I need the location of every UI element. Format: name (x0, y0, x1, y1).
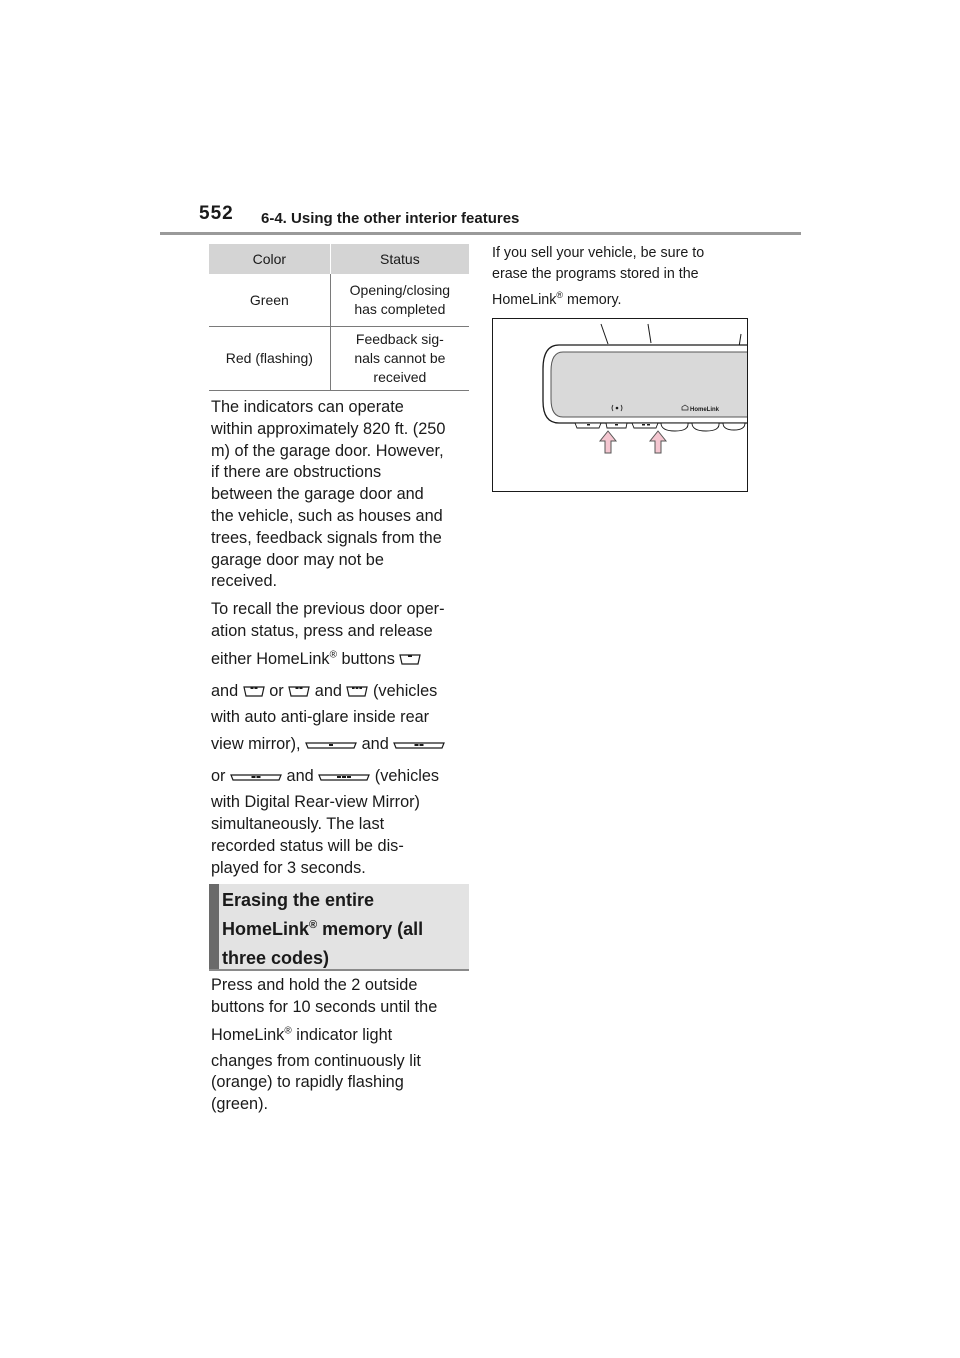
text-fragment: buttons (336, 649, 395, 668)
text-line: m) of the garage door. However, (211, 441, 444, 460)
table-cell-color: Red (flashing) (209, 327, 330, 391)
registered-mark: ® (309, 919, 318, 931)
text-line: garage door may not be (211, 550, 384, 569)
button-1-icon (399, 653, 421, 665)
text-line: buttons for 10 seconds until the (211, 997, 438, 1016)
text-fragment: and (361, 735, 389, 754)
text-fragment: memory. (563, 292, 622, 308)
registered-mark: ® (284, 1025, 292, 1037)
paragraph-range (211, 397, 473, 593)
paragraph-recall (211, 599, 473, 880)
button-3-icon (346, 685, 368, 697)
table-cell-color: Green (209, 274, 330, 327)
table-header-row (209, 244, 469, 274)
text-line (211, 728, 473, 760)
mirror-button-2-icon (393, 741, 445, 750)
status-line: Feedback sig- (355, 331, 444, 347)
text-fragment: either HomeLink (211, 649, 330, 668)
status-table (209, 244, 469, 391)
button-2-icon (243, 685, 265, 697)
text-fragment: memory (all (317, 919, 424, 939)
page-number: 552 (199, 203, 234, 224)
text-fragment: (vehicles (374, 767, 440, 786)
text-line (211, 1019, 473, 1051)
text-line: (orange) to rapidly flashing (211, 1073, 404, 1092)
mirror-button-6 (723, 423, 745, 430)
table-cell-status (330, 274, 469, 327)
header-rule (160, 232, 801, 235)
text-line: changes from continuously lit (211, 1051, 421, 1070)
text-line (492, 285, 752, 315)
text-line (211, 643, 473, 675)
registered-mark: ® (556, 290, 564, 301)
status-line: received (373, 369, 427, 385)
text-line: trees, feedback signals from the (211, 528, 442, 547)
homelink-label: HomeLink (690, 407, 720, 413)
table-header-color: Color (209, 244, 330, 274)
text-line: played for 3 seconds. (211, 858, 366, 877)
heading-line (222, 913, 472, 945)
mirror-button-2-icon (230, 773, 282, 782)
mirror-svg (493, 319, 747, 491)
text-fragment: (vehicles (373, 681, 438, 700)
text-line: between the garage door and (211, 485, 424, 504)
paragraph-erase (211, 975, 473, 1116)
status-line: has completed (354, 301, 446, 317)
heading-line: three codes) (222, 948, 330, 968)
text-fragment: HomeLink (211, 1025, 285, 1044)
text-fragment: or (211, 767, 226, 786)
text-line: with auto anti-glare inside rear (211, 707, 430, 726)
text-line: with Digital Rear-view Mirror) (211, 793, 420, 812)
erase-section-heading (222, 887, 472, 971)
text-fragment: indicator light (291, 1025, 393, 1044)
mirror-button-5 (692, 423, 719, 431)
heading-line: Erasing the entire (222, 890, 375, 910)
text-line: the vehicle, such as houses and (211, 506, 443, 525)
arrow-up-icon (600, 431, 616, 453)
text-line: Press and hold the 2 outside (211, 976, 418, 994)
text-fragment: and (286, 767, 314, 786)
text-line: received. (211, 572, 278, 591)
text-line: within approximately 820 ft. (250 (211, 419, 446, 438)
text-fragment: and (211, 681, 239, 700)
text-line: erase the programs stored in the (492, 266, 699, 282)
table-cell-status (330, 327, 469, 391)
mirror-button-4 (661, 423, 688, 431)
registered-mark: ® (329, 649, 337, 661)
text-line: simultaneously. The last (211, 815, 385, 834)
status-line: Opening/closing (349, 282, 451, 298)
text-fragment: HomeLink (492, 292, 557, 308)
text-line: To recall the previous door oper- (211, 600, 445, 618)
table-header-status: Status (330, 244, 469, 274)
text-line: If you sell your vehicle, be sure to (492, 245, 705, 261)
text-line: if there are obstructions (211, 463, 382, 482)
status-line: nals cannot be (354, 350, 446, 366)
text-line (211, 760, 473, 792)
text-line: recorded status will be dis- (211, 836, 404, 855)
text-fragment: HomeLink (222, 919, 310, 939)
paragraph-sell-vehicle (492, 243, 752, 315)
text-line: The indicators can operate (211, 398, 404, 416)
text-line (211, 675, 473, 707)
table-row (209, 274, 469, 327)
arrow-up-icon (650, 431, 666, 453)
mirror-illustration (492, 318, 748, 492)
text-line: ation status, press and release (211, 621, 433, 640)
mirror-button-3-icon (318, 773, 370, 782)
text-fragment: and (314, 681, 342, 700)
erase-section-bar (209, 884, 219, 969)
text-fragment: or (269, 681, 284, 700)
section-title: 6-4. Using the other interior features (261, 210, 520, 227)
mirror-button-1-icon (305, 741, 357, 750)
table-row (209, 327, 469, 391)
text-fragment: view mirror), (211, 735, 301, 754)
text-line: (green). (211, 1095, 269, 1114)
button-2-icon (288, 685, 310, 697)
